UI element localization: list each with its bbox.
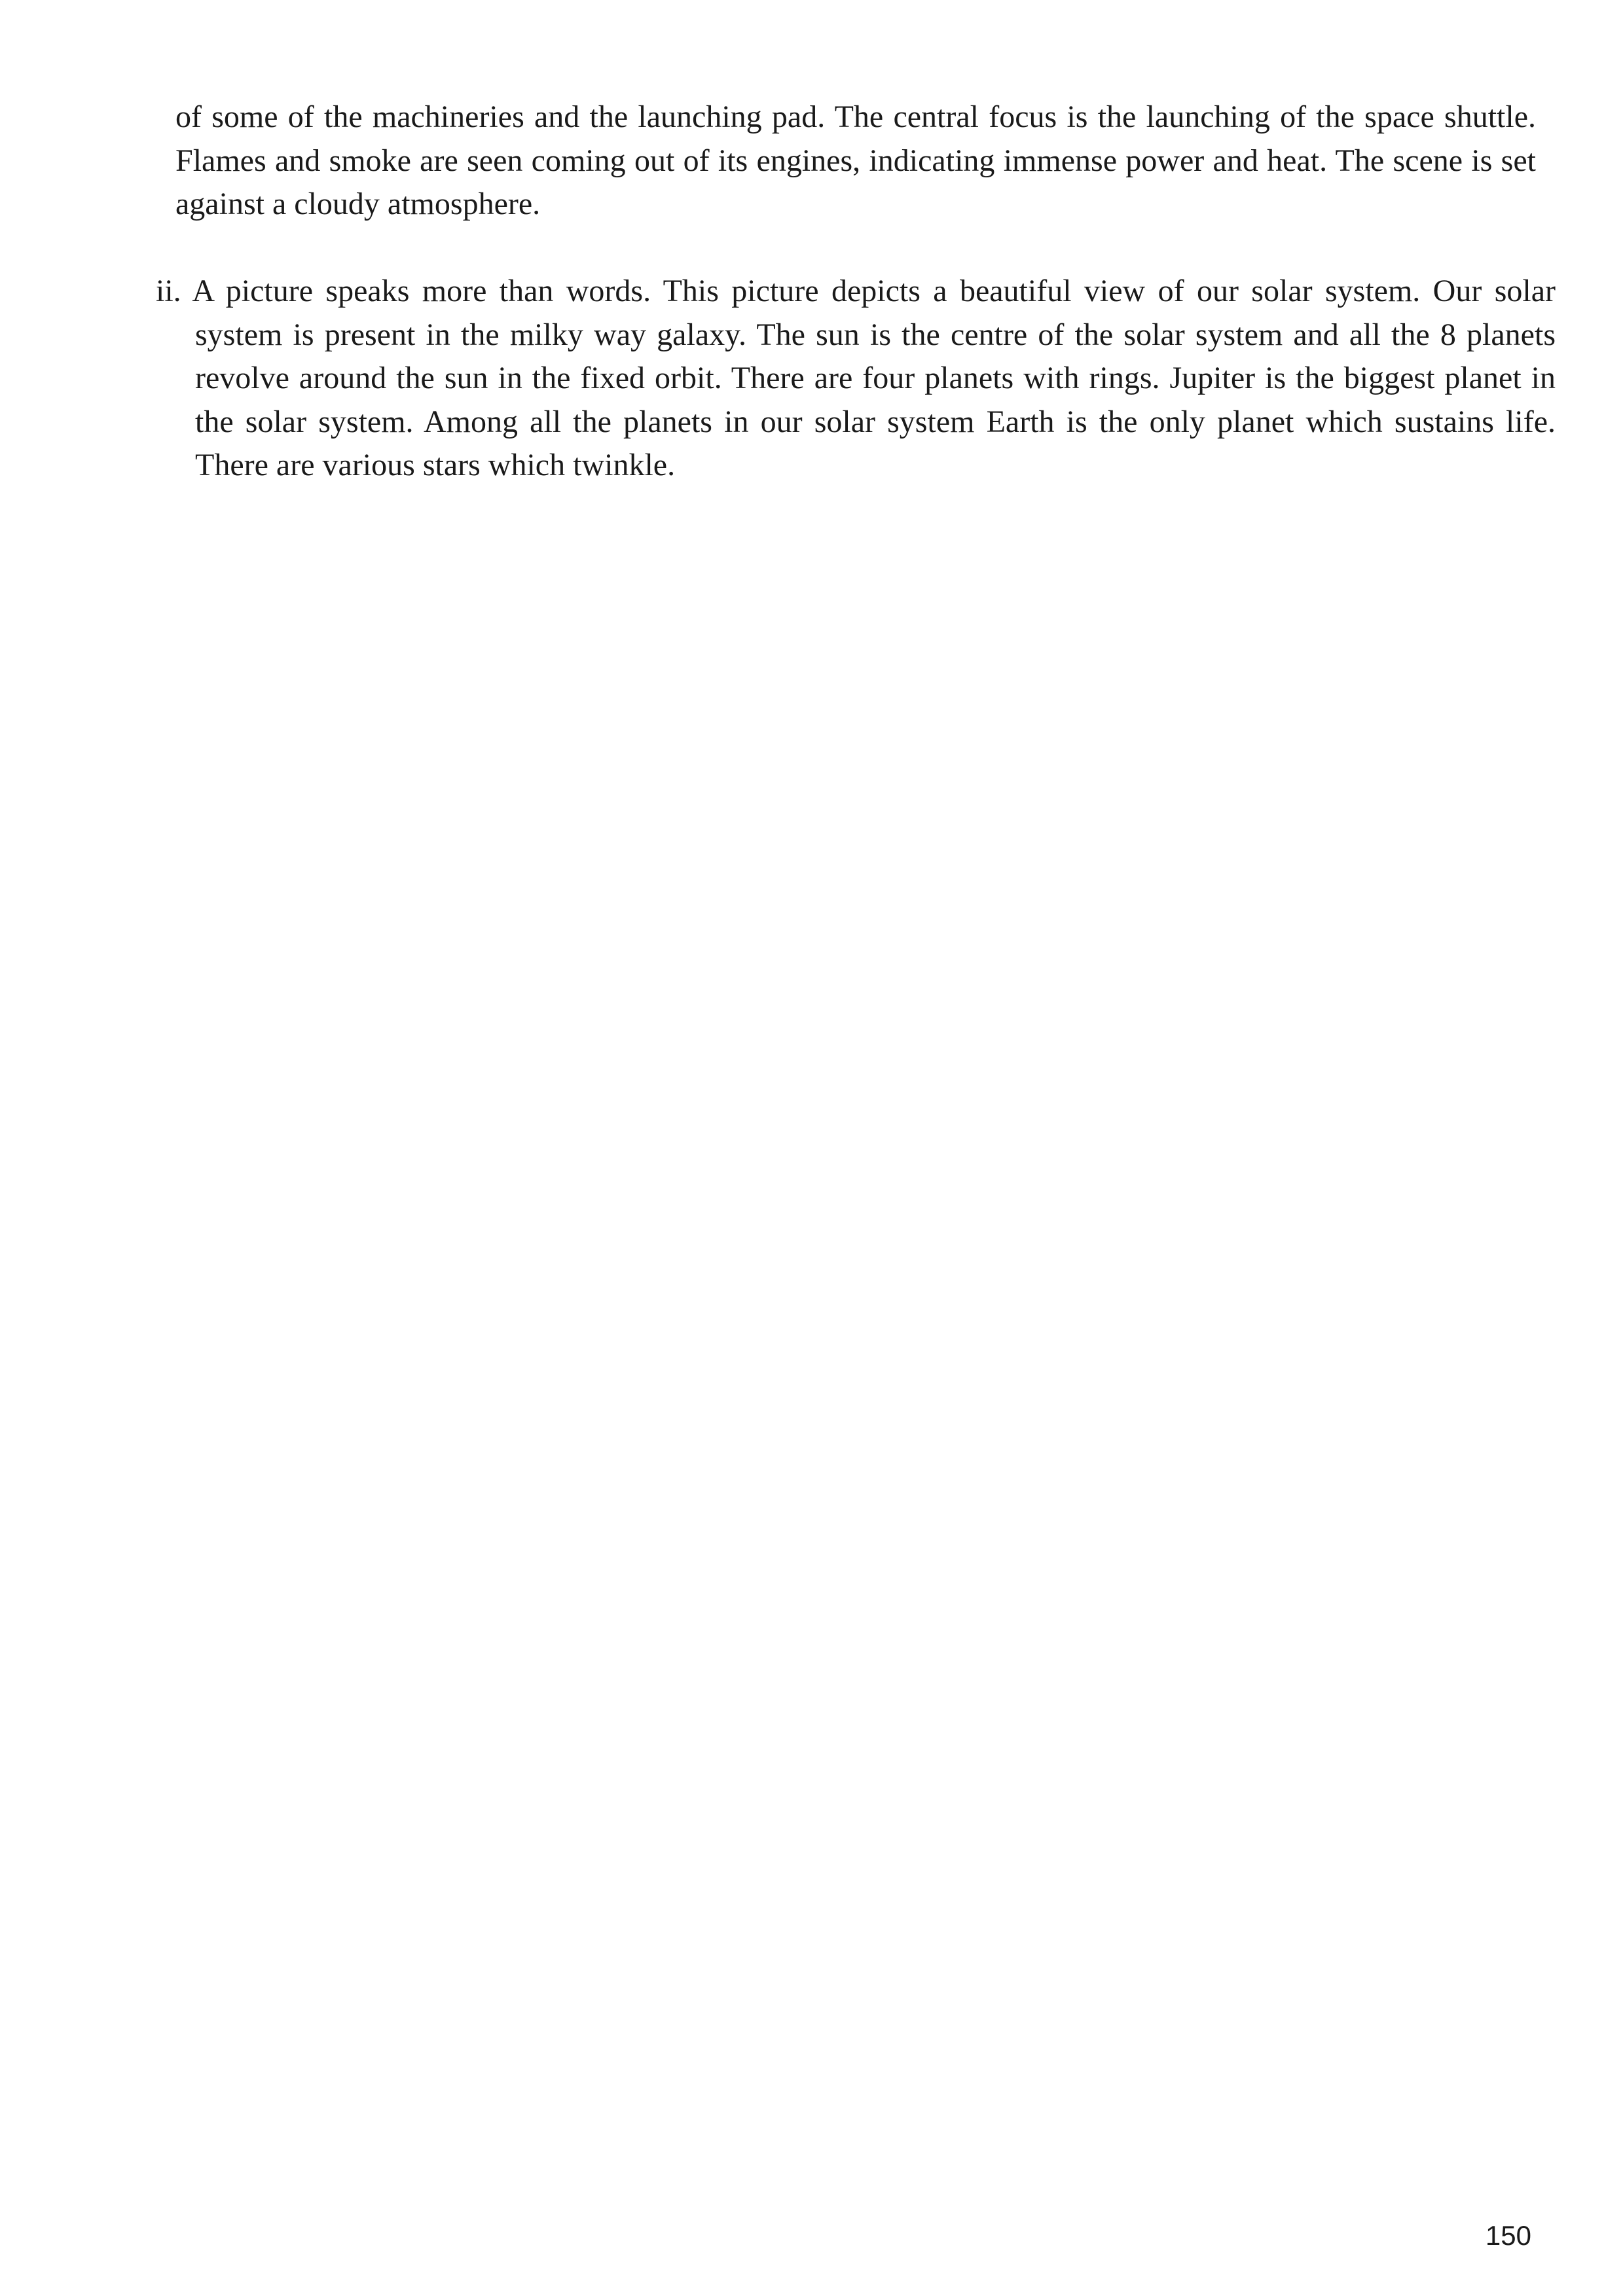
- list-item-text: A picture speaks more than words. This picture depicts a beautiful view of our solar system. Our solar system is present in the milky way galaxy. The sun is the centre of the solar system and all the 8 planets revolve around the sun in the fixed orbit. There are four planets with rings. Jupiter is the biggest planet in the solar system. Among all the planets in our solar system Earth is the only planet which sustains life. There are various stars which twinkle.: [192, 274, 1556, 482]
- list-item-ii: [156, 270, 1556, 488]
- page-number: 150: [1485, 2220, 1531, 2251]
- list-item-marker: ii.: [156, 274, 181, 308]
- paragraph-continued: of some of the machineries and the launching pad. The central focus is the launching of the space shuttle. Flames and smoke are seen coming out of its engines, indicating immense power and heat. The scene is set against a cloudy atmosphere.: [175, 99, 1536, 221]
